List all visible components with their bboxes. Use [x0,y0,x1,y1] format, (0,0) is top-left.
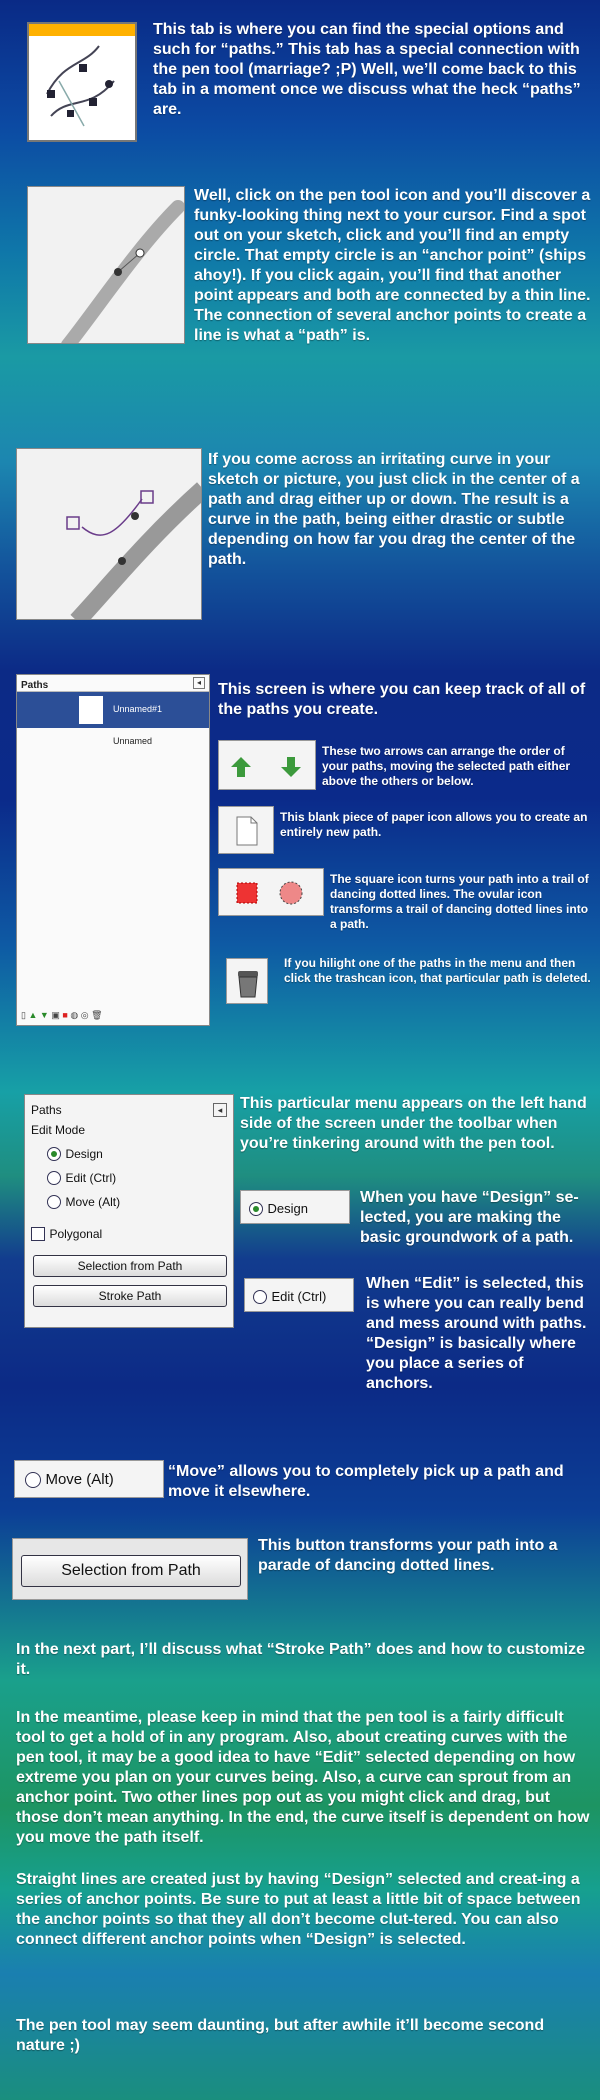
radio-on-icon [47,1147,61,1161]
selection-to-path-icon[interactable]: ◍ [70,1010,79,1020]
path-name: Unnamed [113,736,153,746]
square-description: The square icon turns your path into a trail of dancing dotted lines. The ovular icon transforms a trail of dancing dotted lines into a path. [330,872,589,931]
move-down-icon[interactable]: ▼ [39,1010,49,1020]
edit-label-large: Edit (Ctrl) [271,1289,327,1304]
menu-collapse-icon[interactable]: ◂ [213,1103,227,1117]
anchor-description: Well, click on the pen tool icon and you’ll discover a funky-looking thing next to your cursor. Find a spot out on your sketch, click and you’ll find an empty circle. That empty circle is an “anchor point” (ships ahoy!). If you click again, you’ll find that another point appears and both are connected by a thin line. The connection of several anchor points to create a line is what a “path” is. [194,187,591,344]
arrows-widget [218,740,316,790]
new-path-icon[interactable]: ▯ [21,1010,26,1020]
move-radio[interactable] [47,1193,120,1211]
closing-paragraph-2: In the meantime, please keep in mind that the pen tool is a fairly difficult tool to get a hold of in any program. Also, about creating curves with the pen tool, it may be a good idea to have “Edit” selected depending on how extreme you plan on your curves being. Also, a curve can sprout from an anchor point. Two other lines pop out as you might click and drag, but those don’t mean anything. In the end, the curve itself is dependent on how you move the path itself. [16,1709,590,1846]
anchor-point-screenshot [27,186,185,344]
move-description: “Move” allows you to completely pick up a path and move it elsewhere. [168,1463,564,1500]
radio-off-icon [253,1290,267,1304]
paths-panel-toolbar [21,1010,103,1021]
trash-widget [226,958,268,1004]
edit-mode-label: Edit Mode [31,1123,86,1137]
closing-paragraph-4: The pen tool may seem daunting, but after awhile it’ll become second nature ;) [16,2017,545,2054]
edit-radio[interactable] [47,1169,116,1187]
trash-description: If you hilight one of the paths in the menu and then click the trashcan icon, that particular path is deleted. [284,956,591,985]
move-label-large: Move (Alt) [45,1471,114,1488]
path-to-selection-icon[interactable]: ■ [62,1010,68,1020]
polygonal-checkbox[interactable] [31,1225,102,1243]
radio-off-icon [47,1171,61,1185]
paths-tab-icon [27,22,137,142]
design-radio[interactable] [47,1145,103,1163]
selection-icons-widget [218,868,324,916]
new-path-paper-icon [219,807,275,855]
design-widget [240,1190,350,1224]
path-row-selected[interactable] [17,692,209,728]
path-row[interactable] [17,728,209,758]
selection-from-path-button[interactable]: Selection from Path [33,1255,227,1277]
curve-description: If you come across an irritating curve in your sketch or picture, you just click in the center of a path and drag either up or down. The result is a curve in the path, being either drastic or subtle depending on how far you drag the center of the path. [208,451,580,568]
curve-sketch [17,449,202,620]
paths-menu [24,1094,234,1328]
arrows-description: These two arrows can arrange the order of your paths, moving the selected path either above the others or below. [322,744,571,788]
trash-icon[interactable]: 🗑 [91,1010,103,1020]
radio-off-icon [25,1472,41,1488]
closing-paragraph-3: Straight lines are created just by having “Design” selected and creat-ing a series of anchor points. Be sure to put at least a little bit of space between the anchor points so that they all don’t become clut-tered. You can also connect different anchor points when “Design” is selected. [16,1871,581,1948]
edit-widget [244,1278,354,1312]
sketch-line [28,187,185,344]
arrow-icons [219,741,317,791]
path-name: Unnamed#1 [113,704,163,714]
paths-panel-header [17,675,209,692]
design-label-large: Design [267,1201,308,1216]
move-widget [14,1460,164,1498]
curve-screenshot [16,448,202,620]
tab-highlight-bar [29,24,135,36]
path-selection-icons [219,869,325,917]
closing-paragraph-1: In the next part, I’ll discuss what “Stroke Path” does and how to customize it. [16,1641,585,1678]
paths-curve-icon [29,36,135,140]
polygonal-label: Polygonal [49,1227,103,1241]
design-radio-large[interactable] [249,1200,308,1218]
stroke-path-button[interactable]: Stroke Path [33,1285,227,1307]
selection-widget [12,1538,248,1600]
path-thumbnail [79,696,103,724]
paths-panel [16,674,210,1026]
edit-label: Edit (Ctrl) [65,1171,117,1185]
design-label: Design [65,1147,103,1161]
stroke-path-icon[interactable]: ◎ [80,1010,89,1020]
paper-description: This blank piece of paper icon allows you to create an entirely new path. [280,810,588,839]
edit-radio-large[interactable] [253,1288,326,1306]
selection-description: This button transforms your path into a parade of dancing dotted lines. [258,1537,558,1574]
radio-off-icon [47,1195,61,1209]
trashcan-icon [227,959,269,1005]
move-up-icon[interactable]: ▲ [28,1010,38,1020]
duplicate-icon[interactable]: ▣ [51,1010,60,1020]
paths-screen-description: This screen is where you can keep track of all of the paths you create. [218,681,586,718]
move-label: Move (Alt) [65,1195,121,1209]
panel-menu-icon[interactable]: ◂ [193,677,205,689]
tab-description: This tab is where you can find the special options and such for “paths.” This tab has a special connection with the pen tool (marriage? ;P) Well, we’ll come back to this tab in a moment once we discuss what the heck “paths” are. [153,21,581,118]
menu-description: This particular menu appears on the left hand side of the screen under the toolbar when you’re tinkering around with the pen tool. [240,1095,587,1152]
paths-menu-title: Paths [31,1103,62,1117]
selection-from-path-button-large[interactable]: Selection from Path [21,1555,241,1587]
checkbox-icon [31,1227,45,1241]
radio-on-icon [249,1202,263,1216]
paths-panel-title: Paths [21,680,49,691]
edit-description: When “Edit” is selected, this is where you can really bend and mess around with paths. “Design” is basically where you place a series of anchors. [366,1275,587,1392]
move-radio-large[interactable] [25,1471,114,1489]
paper-widget [218,806,274,854]
design-description: When you have “Design” se-lected, you are making the basic groundwork of a path. [360,1189,579,1246]
